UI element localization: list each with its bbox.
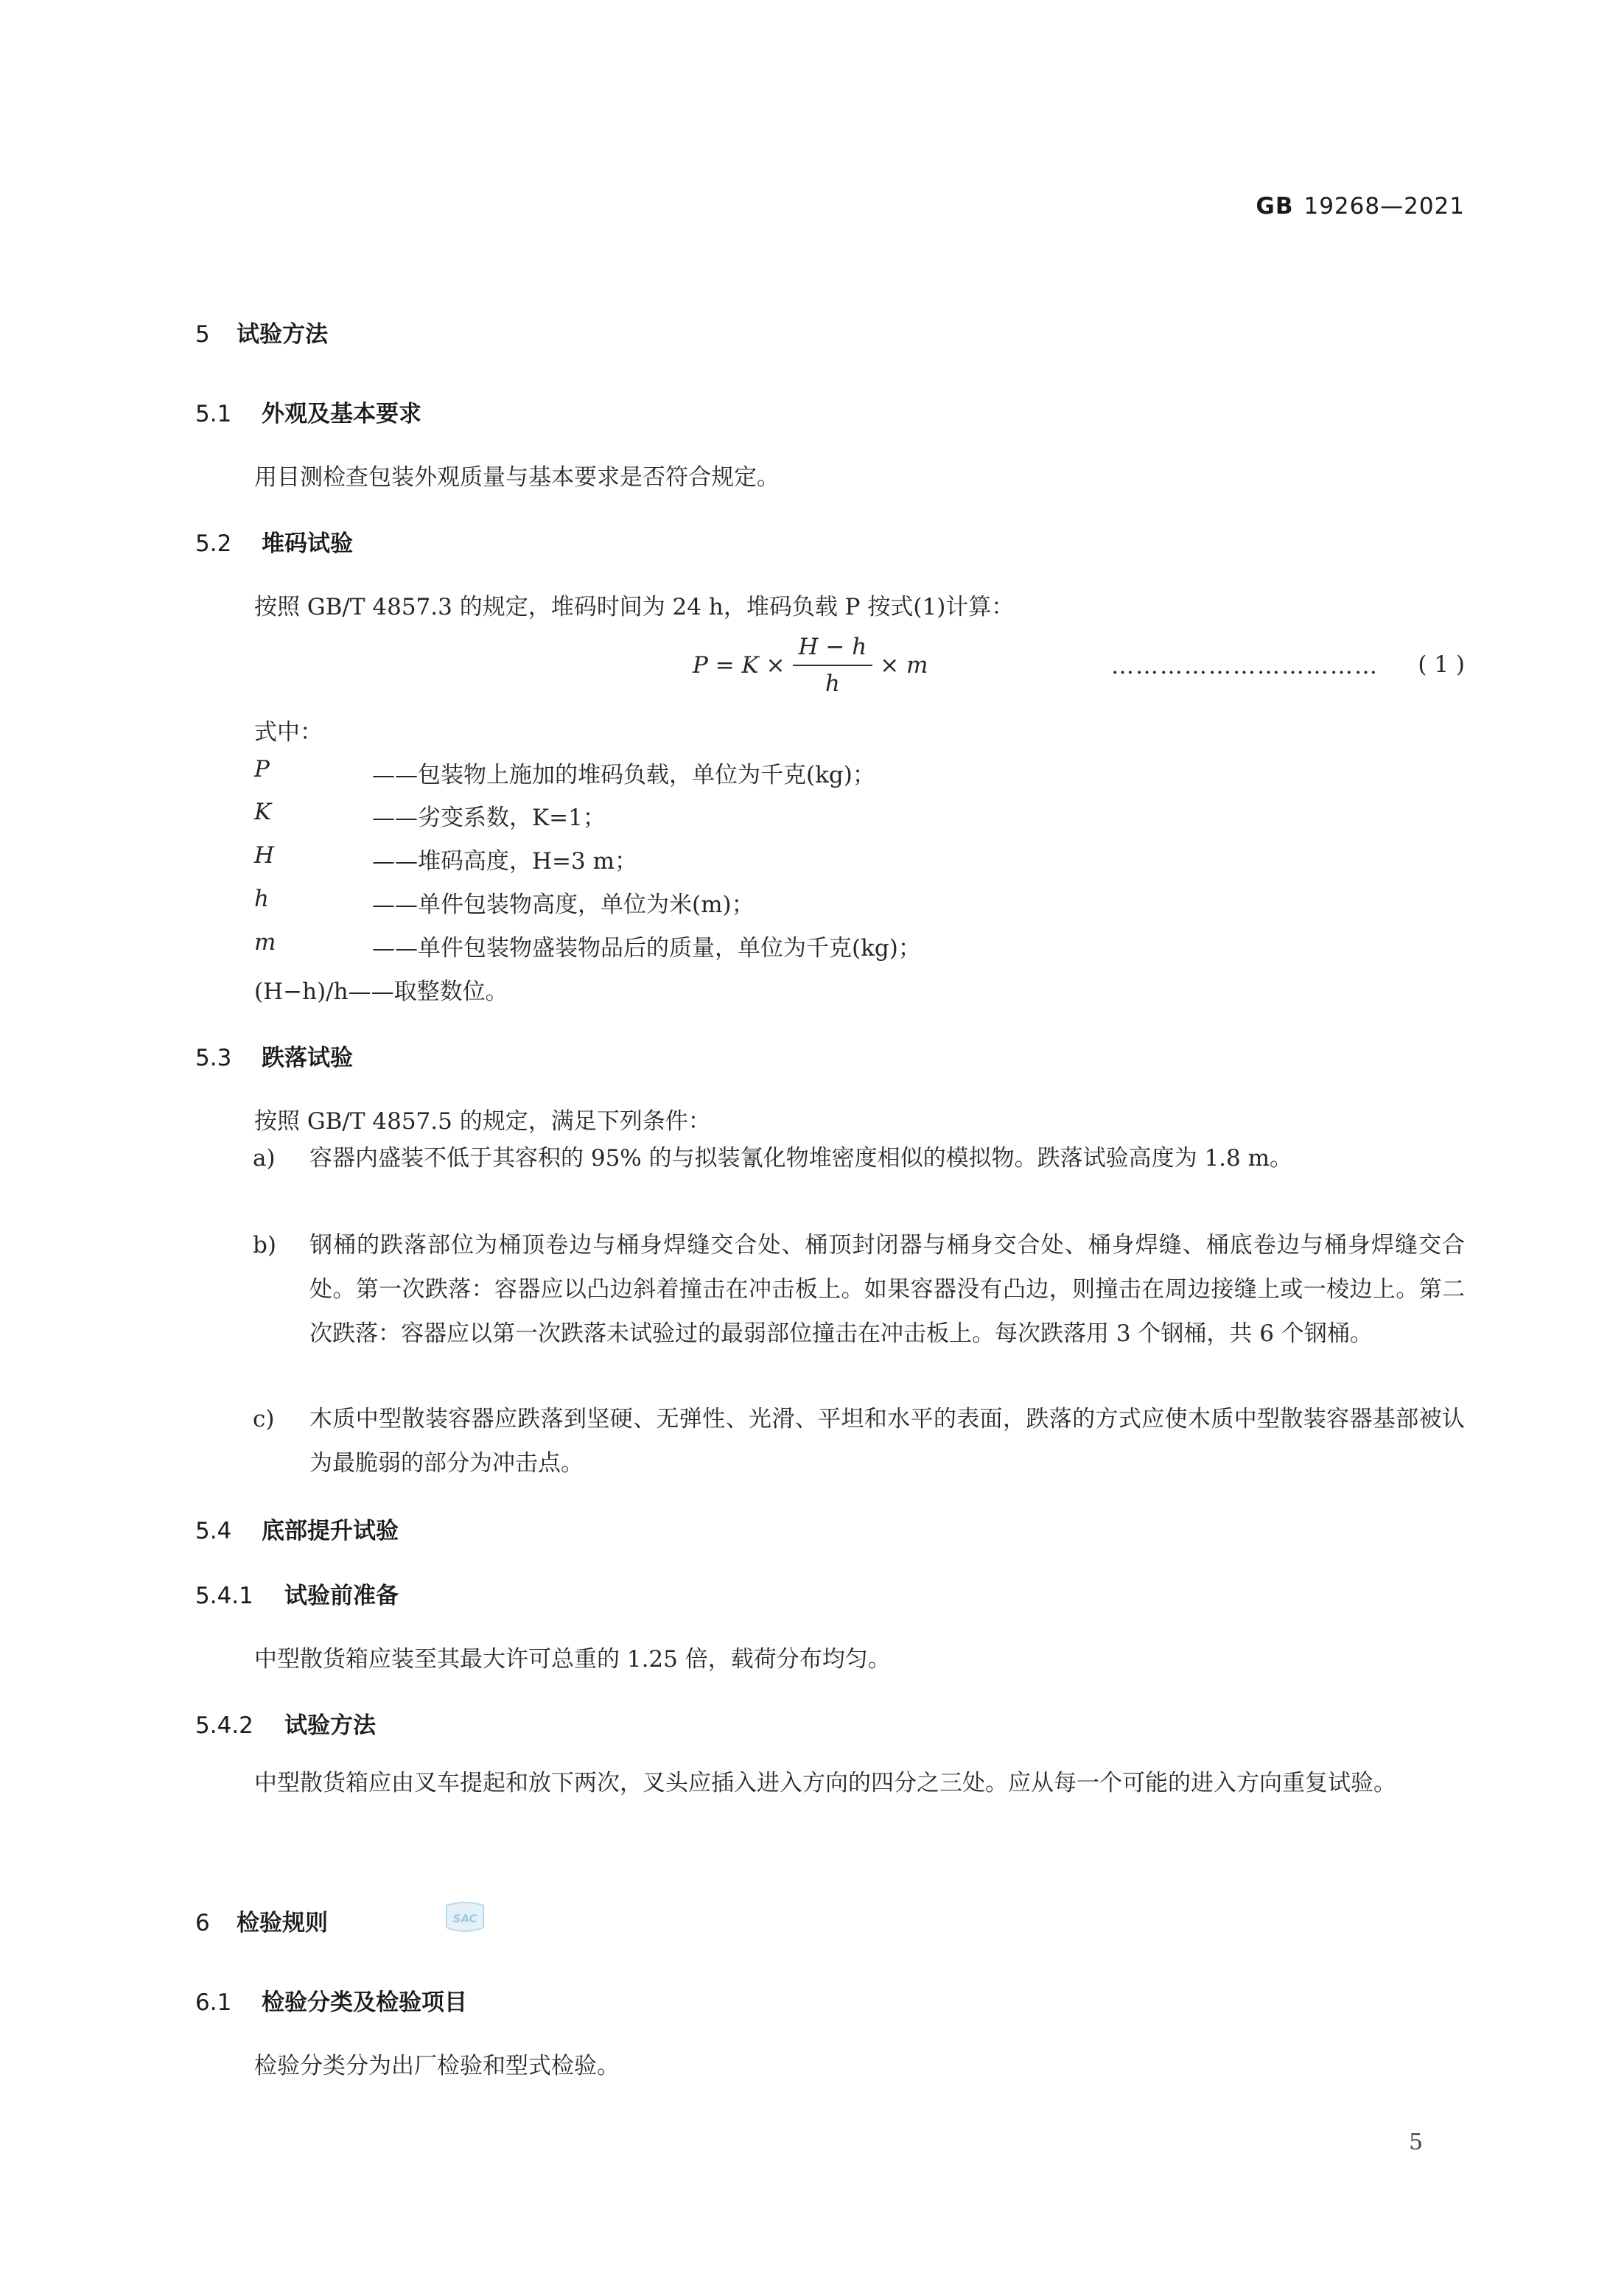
stack-load-formula xyxy=(693,634,928,697)
list-item-c-marker: c) xyxy=(253,1406,275,1432)
standard-prefix: GB xyxy=(1256,193,1294,220)
page-number: 5 xyxy=(1409,2129,1424,2155)
section-title: 试验前准备 xyxy=(284,1583,399,1609)
section-5-4-heading xyxy=(195,1512,399,1545)
section-6-heading xyxy=(195,1904,328,1937)
where-label: 式中： xyxy=(254,719,323,746)
section-5-1-body: 用目测检查包装外观质量与基本要求是否符合规定。 xyxy=(254,464,780,491)
section-5-4-1-body: 中型散货箱应装至其最大许可总重的 1.25 倍，载荷分布均匀。 xyxy=(254,1646,891,1673)
list-item-a-marker: a) xyxy=(253,1145,276,1172)
section-6-1-heading xyxy=(195,1984,467,2017)
section-5-4-2-body: 中型散货箱应由叉车提起和放下两次，叉头应插入进入方向的四分之三处。应从每一个可能的进入方向重复试验。 xyxy=(254,1770,1396,1796)
formula-fraction xyxy=(793,634,873,697)
section-5-2-intro: 按照 GB/T 4857.3 的规定，堆码时间为 24 h，堆码负载 P 按式(1)计算： xyxy=(254,594,1015,620)
list-item-b: 钢桶的跌落部位为桶顶卷边与桶身焊缝交合处、桶顶封闭器与桶身交合处、桶身焊缝、桶底卷边与桶身焊缝交合处。第一次跌落：容器应以凸边斜着撞击在冲击板上。如果容器没有凸边，则撞击在周边接缝上或一棱边上。第二次跌落：容器应以第一次跌落未试验过的最弱部位撞击在冲击板上。每次跌落用 3 个钢桶，共 6 个钢桶。 xyxy=(309,1232,1465,1347)
section-number: 6.1 xyxy=(195,1989,232,2016)
formula-numerator: H − h xyxy=(793,634,873,666)
section-title: 外观及基本要求 xyxy=(262,401,421,427)
formula-denominator: h xyxy=(825,671,840,697)
section-5-3-heading xyxy=(195,1039,353,1072)
section-number: 5.2 xyxy=(195,531,232,557)
section-title: 检验规则 xyxy=(237,1910,328,1936)
section-5-heading xyxy=(195,315,328,349)
section-5-4-1-heading xyxy=(195,1577,399,1610)
symbol-P: P xyxy=(254,756,270,783)
symbol-H-definition: ——堆码高度，H=3 m； xyxy=(372,848,637,875)
equation-leader-dots: …………………………… xyxy=(1111,653,1379,679)
section-6-1-body: 检验分类分为出厂检验和型式检验。 xyxy=(254,2053,620,2079)
symbol-P-definition: ——包装物上施加的堆码负载，单位为千克(kg)； xyxy=(372,762,875,788)
section-number: 5.3 xyxy=(195,1045,232,1071)
symbol-m: m xyxy=(254,929,276,956)
equation-number: ( 1 ) xyxy=(1418,651,1465,678)
section-title: 跌落试验 xyxy=(262,1045,353,1071)
section-number: 5.4 xyxy=(195,1518,232,1544)
symbol-m-definition: ——单件包装物盛装物品后的质量，单位为千克(kg)； xyxy=(372,935,921,962)
section-number: 6 xyxy=(195,1910,210,1936)
section-title: 底部提升试验 xyxy=(262,1518,399,1544)
standard-number xyxy=(1256,193,1465,220)
section-5-1-heading xyxy=(195,395,421,428)
section-number: 5 xyxy=(195,321,210,348)
section-5-2-heading xyxy=(195,525,353,558)
section-title: 堆码试验 xyxy=(262,531,353,557)
section-number: 5.4.2 xyxy=(195,1712,253,1739)
symbol-K-definition: ——劣变系数，K=1； xyxy=(372,805,606,831)
symbol-ratio-definition: (H−h)/h——取整数位。 xyxy=(254,979,508,1005)
sac-watermark-logo xyxy=(442,1901,488,1935)
symbol-h: h xyxy=(254,886,269,912)
list-item-c: 木质中型散装容器应跌落到坚硬、无弹性、光滑、平坦和水平的表面，跌落的方式应使木质中型散装容器基部被认为最脆弱的部分为冲击点。 xyxy=(309,1406,1465,1477)
list-item-b-marker: b) xyxy=(253,1232,276,1258)
section-title: 试验方法 xyxy=(284,1712,376,1739)
symbol-h-definition: ——单件包装物高度，单位为米(m)； xyxy=(372,892,755,918)
section-number: 5.1 xyxy=(195,401,232,427)
symbol-K: K xyxy=(254,799,272,825)
section-title: 试验方法 xyxy=(237,321,328,348)
section-5-3-intro: 按照 GB/T 4857.5 的规定，满足下列条件： xyxy=(254,1108,711,1135)
section-number: 5.4.1 xyxy=(195,1583,253,1609)
standard-code: 19268—2021 xyxy=(1303,193,1465,220)
formula-rhs: × m xyxy=(880,652,928,679)
symbol-H: H xyxy=(254,842,275,869)
formula-lhs: P = K × xyxy=(693,652,785,679)
list-item-a: 容器内盛装不低于其容积的 95% 的与拟装氰化物堆密度相似的模拟物。跌落试验高度为 1.8 m。 xyxy=(309,1145,1293,1172)
watermark-text: SAC xyxy=(452,1912,477,1925)
section-5-4-2-heading xyxy=(195,1706,376,1740)
section-title: 检验分类及检验项目 xyxy=(262,1989,467,2016)
